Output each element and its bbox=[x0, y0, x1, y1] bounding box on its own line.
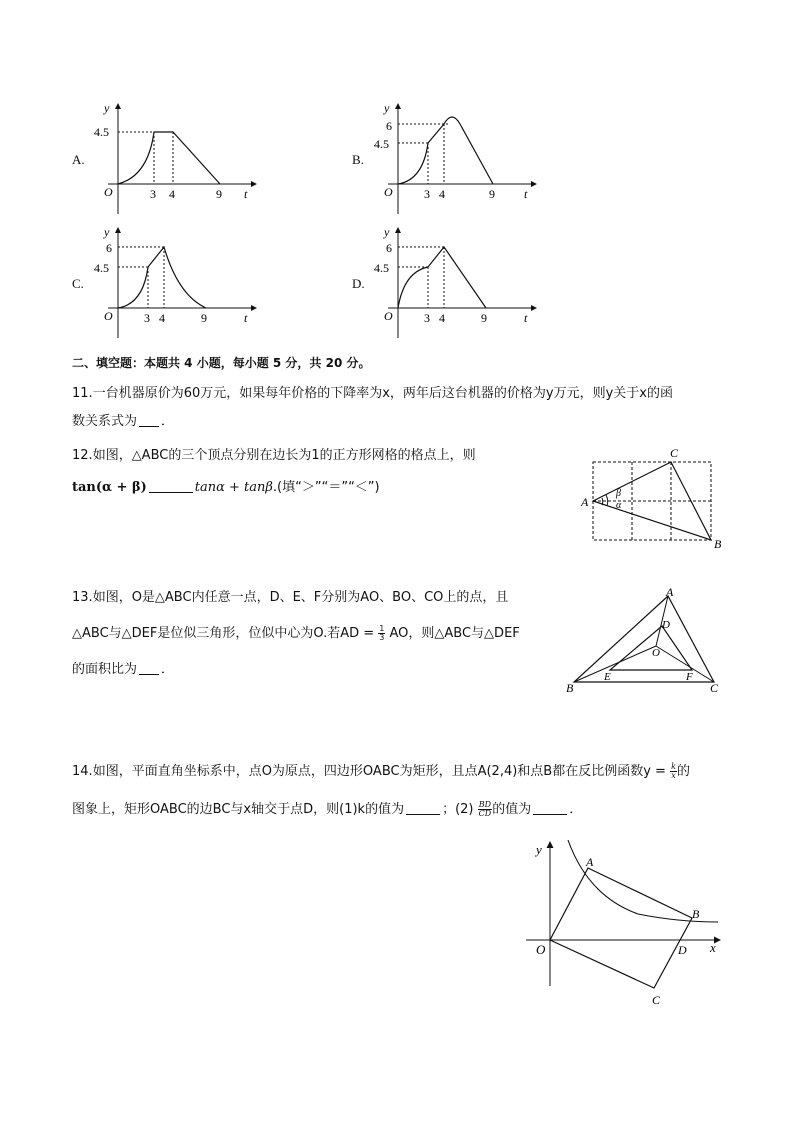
t-axis-label: t bbox=[524, 187, 528, 201]
q12-hint: .(填“＞”“＝”“＜”) bbox=[272, 480, 380, 495]
q14-label-c: C bbox=[652, 993, 661, 1007]
tick-4: 4 bbox=[159, 311, 165, 325]
q14-line1 bbox=[72, 762, 690, 782]
q12-rhs: tanα + tanβ bbox=[194, 480, 273, 495]
t-axis-label: t bbox=[524, 311, 528, 325]
tick-3: 3 bbox=[424, 311, 430, 325]
q14-label-o: O bbox=[536, 942, 546, 957]
q13-frac-num: 1 bbox=[379, 624, 385, 633]
q11-answer-blank[interactable] bbox=[139, 412, 159, 427]
tick-4-5: 4.5 bbox=[94, 261, 109, 275]
origin-label: O bbox=[384, 185, 393, 199]
q14-text2c: 的值为 bbox=[492, 802, 532, 817]
y-axis-label: y bbox=[104, 225, 110, 239]
q12-number: 12. bbox=[72, 448, 93, 463]
t-axis-label: t bbox=[244, 311, 248, 325]
tick-4-5: 4.5 bbox=[374, 137, 389, 151]
q14-answer-blank-2[interactable] bbox=[533, 800, 567, 815]
option-c-graph bbox=[88, 220, 268, 340]
q13-text2a: △ABC与△DEF是位似三角形，位似中心为O.若AD = bbox=[72, 626, 375, 641]
q11-line1 bbox=[72, 384, 673, 404]
q14-answer-blank-1[interactable] bbox=[406, 800, 440, 815]
q13-label-d: D bbox=[662, 619, 670, 631]
tick-3: 3 bbox=[144, 311, 150, 325]
q13-label-b: B bbox=[566, 681, 574, 695]
tick-3: 3 bbox=[150, 187, 156, 201]
q14-text2b: ；(2) bbox=[442, 802, 474, 817]
q13-line3 bbox=[72, 660, 174, 680]
q13-label-o: O bbox=[652, 647, 660, 659]
option-d-graph bbox=[368, 220, 548, 340]
q14-figure bbox=[518, 836, 728, 1008]
q14-label-d: D bbox=[678, 943, 687, 957]
q12-label-b: B bbox=[714, 537, 722, 551]
origin-label: O bbox=[104, 185, 113, 199]
tick-6: 6 bbox=[106, 241, 112, 255]
t-axis-label: t bbox=[244, 187, 248, 201]
q13-label-e: E bbox=[604, 671, 611, 683]
q12-label-alpha: α bbox=[616, 500, 622, 511]
option-d-label[interactable]: D. bbox=[352, 276, 365, 291]
q13-text: 如图，O是△ABC内任意一点，D、E、F分别为AO、BO、CO上的点，且 bbox=[92, 590, 509, 605]
q13-text3: 的面积比为 bbox=[72, 662, 138, 677]
q14-label-x: x bbox=[710, 940, 716, 955]
q12-label-beta: β bbox=[616, 488, 621, 499]
q13-label-c: C bbox=[710, 681, 719, 695]
q12-text: 如图，△ABC的三个顶点分别在边长为1的正方形网格的格点上，则 bbox=[92, 448, 476, 463]
tick-9: 9 bbox=[216, 187, 222, 201]
tick-4: 4 bbox=[439, 311, 445, 325]
tick-6: 6 bbox=[386, 241, 392, 255]
q11-line2 bbox=[72, 412, 174, 432]
q13-text2b: AO，则△ABC与△DEF bbox=[389, 626, 520, 641]
tick-4: 4 bbox=[169, 187, 175, 201]
q14-text1b: 的 bbox=[676, 764, 690, 779]
q14-label-b: B bbox=[692, 907, 700, 921]
y-axis-label: y bbox=[384, 225, 390, 239]
q13-line1 bbox=[72, 588, 508, 608]
tick-3: 3 bbox=[424, 187, 430, 201]
q14-bd-den: CD bbox=[478, 809, 492, 818]
q14-number: 14. bbox=[72, 764, 93, 779]
q13-number: 13. bbox=[72, 590, 93, 605]
origin-label: O bbox=[384, 309, 393, 323]
q11-number: 11. bbox=[72, 386, 93, 401]
q14-label-a: A bbox=[586, 855, 594, 869]
q12-line2 bbox=[72, 478, 380, 498]
q13-end: ． bbox=[161, 662, 175, 677]
q12-figure bbox=[576, 442, 726, 554]
q11-end: ． bbox=[161, 414, 175, 429]
tick-9: 9 bbox=[481, 311, 487, 325]
option-b-graph bbox=[368, 96, 548, 216]
q11-text: 一台机器原价为60万元，如果每年价格的下降率为x，两年后这台机器的价格为y万元，则y关于x的函 bbox=[92, 386, 674, 401]
q14-line2 bbox=[72, 800, 582, 820]
q14-k-num: k bbox=[671, 762, 676, 771]
q12-line1 bbox=[72, 446, 476, 466]
q12-answer-blank[interactable] bbox=[149, 478, 193, 493]
q13-line2 bbox=[72, 624, 520, 644]
y-axis-label: y bbox=[104, 101, 110, 115]
q12-label-c: C bbox=[670, 446, 679, 460]
option-c-label[interactable]: C. bbox=[72, 276, 84, 291]
q14-end: ． bbox=[569, 802, 583, 817]
q14-k-den: x bbox=[671, 771, 676, 780]
q14-text2a: 图象上，矩形OABC的边BC与x轴交于点D，则(1)k的值为 bbox=[72, 802, 405, 817]
q14-label-y: y bbox=[536, 842, 542, 857]
q13-fraction bbox=[378, 625, 385, 642]
tick-6: 6 bbox=[386, 119, 392, 133]
tick-4-5: 4.5 bbox=[374, 261, 389, 275]
q14-text1a: 如图，平面直角坐标系中，点O为原点，四边形OABC为矩形，且点A(2,4)和点B都在反比例函数y = bbox=[92, 764, 666, 779]
tick-4-5: 4.5 bbox=[94, 125, 109, 139]
tick-9: 9 bbox=[489, 187, 495, 201]
q14-bd-num: BD bbox=[478, 800, 492, 809]
y-axis-label: y bbox=[384, 101, 390, 115]
q13-frac-den: 3 bbox=[379, 633, 385, 642]
option-a-label[interactable]: A. bbox=[72, 152, 85, 167]
q13-answer-blank[interactable] bbox=[139, 660, 159, 675]
q13-label-f: F bbox=[686, 671, 693, 683]
q14-bd-fraction bbox=[478, 801, 493, 818]
q12-lhs: tan(α + β) bbox=[72, 480, 147, 495]
q13-label-a: A bbox=[666, 585, 674, 599]
option-b-label[interactable]: B. bbox=[352, 152, 364, 167]
origin-label: O bbox=[104, 309, 113, 323]
tick-9: 9 bbox=[201, 311, 207, 325]
q14-k-fraction bbox=[670, 763, 677, 780]
q12-label-a: A bbox=[581, 495, 589, 509]
tick-4: 4 bbox=[439, 187, 445, 201]
section-heading: 二、填空题：本题共 4 小题，每小题 5 分，共 20 分。 bbox=[72, 356, 371, 370]
option-a-graph bbox=[88, 96, 268, 216]
q11-text2: 数关系式为 bbox=[72, 414, 138, 429]
q13-figure bbox=[562, 584, 732, 696]
